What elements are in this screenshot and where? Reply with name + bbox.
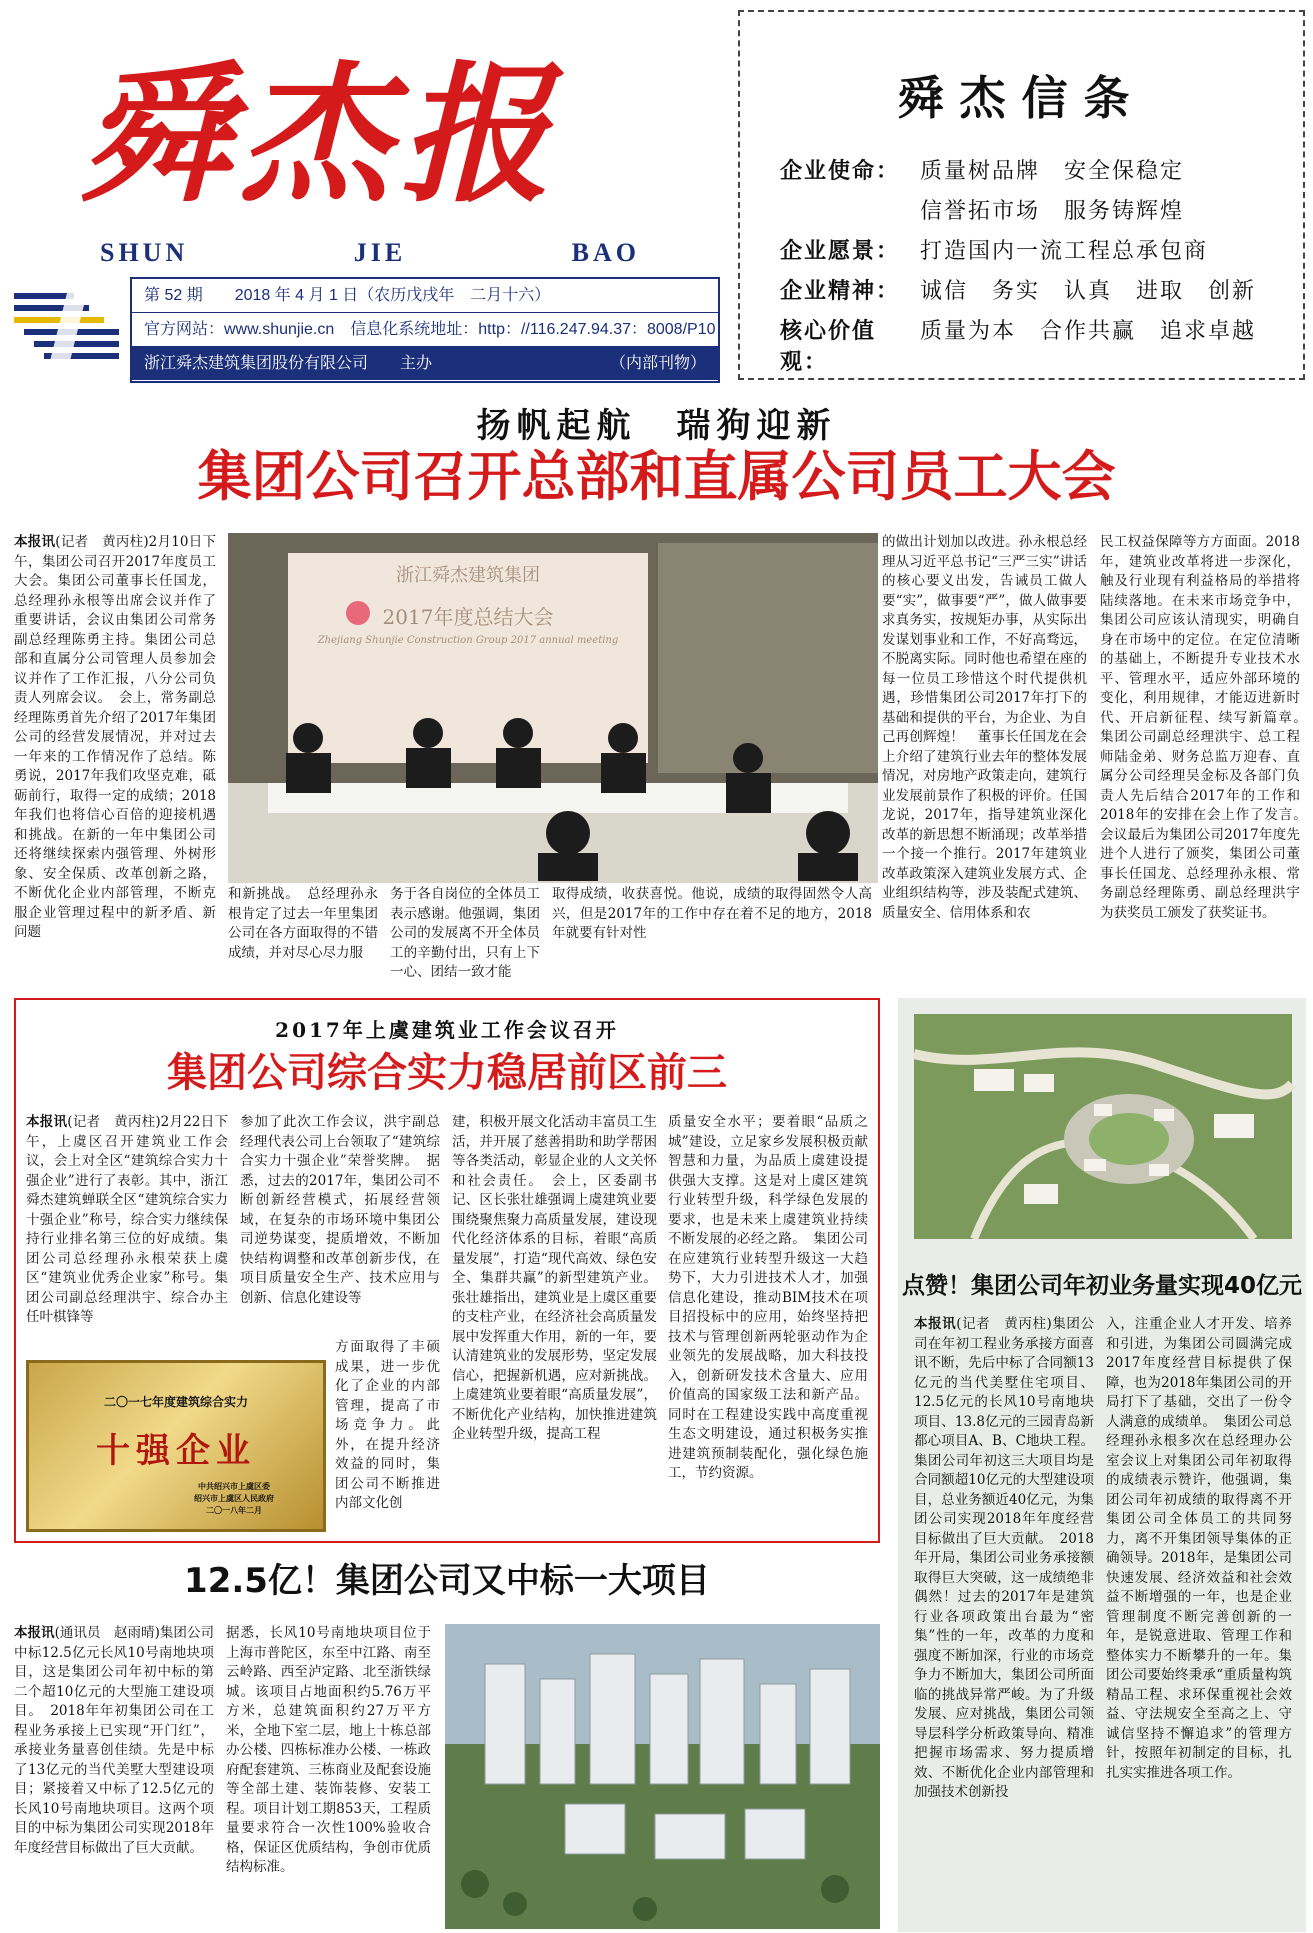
creed-label: 核心价值观：	[780, 318, 877, 375]
article1-col4: 取得成绩，收获喜悦。他说，成绩的取得固然令人高兴，但是2017年的工作中存在着不足的地方，2018年就要有针对性	[552, 886, 872, 941]
article2-col4: 质量安全水平；要着眼“品质之城”建设，立足家乡发展积极贡献智慧和力量，为品质上虞建设提供强大支撑。这是对上虞区建筑行业转型升级，科学绿色发展的要求，也是未来上虞建筑业持续不断发展的必经之路。 集团公司在应建筑行业转型升级这一大趋势下，大力引进技术人才，加强信息化建设，推动BIM技术在项目招投标中的应用，始终坚持把技术与管理创新两轮驱动作为企业领先的发展战略，加大科技投入，创新研发技术含量大、应用价值高的国家级工法和新产品。同时在工程建设实践中高度重视生态文明建设，通过积极务实推进建筑预制装配化，强化绿色施工，节约资源。	[668, 1114, 868, 1481]
article1-col1-text: 2月10日下午，集团公司召开2017年度员工大会。集团公司董事长任国龙，总经理孙永根等出席会议并作了重要讲话，会议由集团公司常务副总经理陈勇主持。集团公司总部和直属分公司管理人员参加会议并作了工作汇报，八分公司负责人列席会议。 会上，常务副总经理陈勇首先介绍了2017年集团公司的经营发展情况，并对过去一年来的工作情况作了总结。陈勇说，2017年我们攻坚克难，砥砺前行，取得一定的成绩；2018年我们也将信心百倍的迎接机遇和挑战。在新的一年中集团公司还将继续探索内强管理、外树形象、安全保质、改革创新之路，不断优化企业内部管理，不断克服企业管理过程中的新矛盾、新问题	[14, 534, 216, 940]
article2-col2a: 参加了此次工作会议，洪宇副总经理代表公司上台领取了“建筑综合实力十强企业”荣誉奖牌。 据悉，过去的2017年，集团公司不断创新经营模式，拓展经营领域，在复杂的市场环境中集团公司逆势谋变，提质增效，不断加快结构调整和改革创新步伐，在项目质量安全生产、技术应用与创新、信息化建设等	[240, 1114, 440, 1306]
article3-headline: 点赞！集团公司年初业务量实现40亿元	[901, 1273, 1302, 1299]
creed-value: 诚信 务实 认真 进取 创新	[920, 279, 1257, 304]
article-byline: (记者 黄丙柱)	[956, 1316, 1052, 1332]
article1-headline: 集团公司召开总部和直属公司员工大会	[197, 445, 1116, 508]
article1-kicker: 扬帆起航 瑞狗迎新	[476, 406, 837, 446]
plaque-date: 二〇一八年二月	[206, 1505, 262, 1515]
creed-value: 质量树品牌 安全保稳定	[920, 159, 1185, 184]
article3-col1	[914, 1315, 1094, 1927]
award-plaque	[26, 1360, 326, 1532]
article4-headline: 12.5亿！集团公司又中标一大项目	[184, 1561, 710, 1601]
article1-col2: 和新挑战。 总经理孙永根肯定了过去一年里集团公司在各方面取得的不错成绩，并对尽心尽力服	[228, 886, 378, 961]
banner-subtitle: 2017年度总结大会	[382, 605, 554, 629]
pinyin-shun: SHUN	[100, 238, 189, 267]
article2-headline: 集团公司综合实力稳居前区前三	[167, 1050, 727, 1096]
article1-col5: 的做出计划加以改进。孙永根总经理从习近平总书记“三严三实”讲话的核心要义出发，告诫员工做人要“实”，做事要“严”，做人做事要求真务实，按规矩办事，从实际出发谋划事业和工作，不好高骛远，不脱离实际。同时他也希望在座的每一位员工珍惜这个时代提供机遇，珍惜集团公司2017年打下的基础和提供的平台，为企业、为自己再创辉煌！ 董事长任国龙在会上介绍了建筑行业去年的整体发展情况，对房地产政策走向，建筑行业发展前景作了积极的评价。任国龙说，2017年，指导建筑业深化改革的新思想不断涌现；改革举措一个接一个推行。2017年建筑业改革政策深入建筑业发展方式、企业组织结构等，涉及装配式建筑、质量安全、信用体系和农	[882, 534, 1087, 921]
creed-value: 打造国内一流工程总承包商	[920, 239, 1209, 264]
creed-label: 企业精神：	[780, 278, 901, 304]
issue-line: 第 52 期 2018 年 4 月 1 日（农历戊戌年 二月十六）	[132, 279, 718, 313]
creed-row-vision	[780, 234, 1208, 265]
article2-col1-text: 2月22日下午，上虞区召开建筑业工作会议，会上对全区“建筑综合实力十强企业”进行了表彰。其中，浙江舜杰建筑蝉联全区“建筑综合实力十强企业”称号，综合实力继续保持行业排名第三位的好成绩。集团公司总经理孙永根荣获上虞区“建筑业优秀企业家”称号。集团公司副总经理洪宇、综合办主任叶棋锋等	[26, 1114, 228, 1325]
issue-info-box	[130, 277, 720, 383]
publisher-line	[132, 347, 718, 380]
creed-row-values	[780, 314, 1256, 376]
website-line[interactable]: 官方网站：www.shunjie.cn 信息化系统地址：http：//116.247.94.37：8008/P10	[132, 313, 718, 347]
creed-value: 质量为本 合作共赢 追求卓越	[920, 319, 1257, 344]
article4-col1	[14, 1624, 214, 1929]
article3-col2: 入，注重企业人才开发、培养和引进，为集团公司圆满完成2017年度经营目标提供了保障，也为2018年集团公司的开局打下了基础，交出了一份令人满意的成绩单。 集团公司总经理孙永根多次在总经理办公室会议上对集团公司年初取得的成绩表示赞许，他强调，集团公司年初成绩的取得离不开集团公司全体员工的共同努力，离不开集团领导集体的正确领导。2018年，是集团公司快速发展、经济效益和社会效益不断增强的一年，也是企业管理制度不断完善创新的一年，是锐意进取、管理工作和整体实力不断攀升的一年。集团公司要始终秉承“重质量构筑精品工程、求环保重视社会效益、守法规安全至高之上、守诚信坚持不懈追求”的管理方针，按照年初制定的目标，扎扎实实推进各项工作。	[1106, 1316, 1292, 1781]
banner-title: 浙江舜杰建筑集团	[396, 565, 540, 586]
project-rendering	[445, 1624, 880, 1929]
article1-col3: 务于各自岗位的全体员工表示感谢。他强调，集团公司的发展离不开全体员工的辛勤付出，只有上下一心、团结一致才能	[390, 886, 540, 980]
article4-col2: 据悉，长风10号南地块项目位于上海市普陀区，东至中江路、南至云岭路、西至泸定路、北至浙铁绿城。该项目占地面积约5.76万平方米，总建筑面积约27万平方米，全地下室二层，地上十栋总部办公楼、四栋标准办公楼、一栋政府配套建筑、三栋商业及配套设施等全部土建、装饰装修、安装工程。项目计划工期853天，工程质量要求符合一次性100%验收合格，保证区优质结构，争创市优质结构标准。	[226, 1625, 431, 1875]
masthead-title: 舜杰报	[80, 47, 561, 223]
pinyin-bao: BAO	[571, 238, 640, 267]
creed-value: 信誉拓市场 服务铸辉煌	[920, 199, 1185, 224]
creed-box	[738, 10, 1305, 380]
creed-row-mission	[780, 154, 1184, 185]
article4-col1-text: 集团公司中标12.5亿元长风10号南地块项目，这是集团公司年初中标的第二个超10亿元的大型施工建设项目。 2018年年初集团公司在工程业务承接上已实现“开门红”，承接业务量喜创佳绩。先是中标了13亿元的当代美墅大型建设项目；紧接着又中标了12.5亿元的长风10号南地块项目。这两个项目的中标为集团公司实现2018年年度经营目标做出了巨大贡献。	[14, 1625, 214, 1856]
article-lead: 本报讯	[914, 1316, 957, 1332]
internal-label: （内部刊物）	[609, 355, 706, 372]
plaque-main: 十强企业	[96, 1431, 256, 1471]
banner-en: Zhejiang Shunjie Construction Group 2017 annual meeting	[317, 635, 619, 646]
plaque-title: 二〇一七年度建筑综合实力	[103, 1395, 248, 1409]
project-rendering-icon	[445, 1624, 880, 1929]
creed-label: 企业使命：	[780, 158, 901, 184]
article-byline: (记者 黄丙柱)	[55, 534, 149, 550]
publisher: 浙江舜杰建筑集团股份有限公司 主办	[144, 355, 433, 372]
article2-kicker: 2017年上虞建筑业工作会议召开	[275, 1018, 619, 1042]
article-byline: (记者 黄丙柱)	[67, 1114, 161, 1130]
plaque-issuer-2: 绍兴市上虞区人民政府	[194, 1493, 274, 1503]
creed-label: 企业愿景：	[780, 238, 901, 264]
article2-col3: 建，积极开展文化活动丰富员工生活，并开展了慈善捐助和助学帮困等各类活动，彰显企业的人文关怀和社会责任。 会上，区委副书记、区长张壮雄强调上虞建筑业要围绕聚焦聚力高质量发展，建设现代化经济体系的目标，着眼“高质量发展”，打造“现代高效、绿色安全、集群共赢”的新型建筑产业。张壮雄指出，建筑业是上虞区重要的支柱产业，在经济社会高质量发展中发挥重大作用，新的一年，要认清建筑业的发展形势，坚定发展信心，把握新机遇，应对新挑战。上虞建筑业要着眼“高质量发展”，不断优化产业结构，加快推进建筑企业转型升级，提高工程	[452, 1114, 657, 1442]
article-lead: 本报讯	[14, 534, 56, 550]
creed-title: 舜杰信条	[897, 71, 1146, 125]
site-plan-icon	[914, 1014, 1292, 1239]
article3-col1-text: 集团公司在年初工程业务承接方面喜讯不断，先后中标了合同额13亿元的当代美墅住宅项目、12.5亿元的长风10号南地块项目、13.8亿元的三园青岛新都心项目A、B、C地块工程。集团公司年初这三大项目均是合同额超10亿元的大型建设项目，总业务额近40亿元，为集团公司实现2018年年度经营目标做出了巨大贡献。 2018年开局，集团公司业务承接额取得巨大突破，这一成绩绝非偶然！过去的2017年是建筑行业各项政策出台最为“密集”性的一年，改革的力度和强度不断加深，行业的市场竞争力不断加大，集团公司所面临的挑战异常严峻。为了升级发展、应对挑战，集团公司领导层科学分析政策导向、精准把握市场需求、努力提质增效、不断优化企业内部管理和加强技术创新投	[914, 1316, 1095, 1800]
article-lead: 本报讯	[26, 1114, 68, 1130]
pinyin-jie: JIE	[353, 238, 407, 267]
article1-col6: 民工权益保障等方方面面。2018年，建筑业改革将进一步深化，触及行业现有利益格局的举措将陆续落地。在未来市场竞争中，集团公司应该认清现实，明确自身在市场中的定位。在定位清晰的基础上，不断提升专业技术水平、管理水平，适应外部环境的变化，利用规律，才能迈进新时代、开启新征程、续写新篇章。 集团公司副总经理洪宇、总工程师陆金弟、财务总监万迎春、直属分公司经理吴金标及各部门负责人先后结合2017年的工作和2018年的安排在会上作了发言。 会议最后为集团公司2017年度先进个人进行了颁奖，集团公司董事长任国龙、总经理孙永根、常务副总经理陈勇、副总经理洪宇为获奖员工颁发了获奖证书。	[1100, 534, 1313, 921]
site-plan-photo	[914, 1014, 1292, 1239]
creed-row-mission-2	[780, 194, 1184, 225]
article-byline: (通讯员 赵雨晴)	[54, 1625, 160, 1641]
creed-row-spirit	[780, 274, 1256, 305]
company-logo-icon	[14, 285, 124, 365]
article2-col1	[26, 1113, 228, 1358]
article1-col1	[14, 533, 216, 973]
article2-col2b: 方面取得了丰硕成果，进一步优化了企业的内部管理，提高了市场竞争力。此外，在提升经济效益的同时，集团公司不断推进内部文化创	[335, 1339, 440, 1511]
plaque-issuer-1: 中共绍兴市上虞区委	[198, 1481, 270, 1491]
article-lead: 本报讯	[14, 1625, 55, 1641]
creed-label	[780, 194, 920, 225]
meeting-photo	[228, 533, 878, 881]
masthead-pinyin	[100, 238, 640, 268]
